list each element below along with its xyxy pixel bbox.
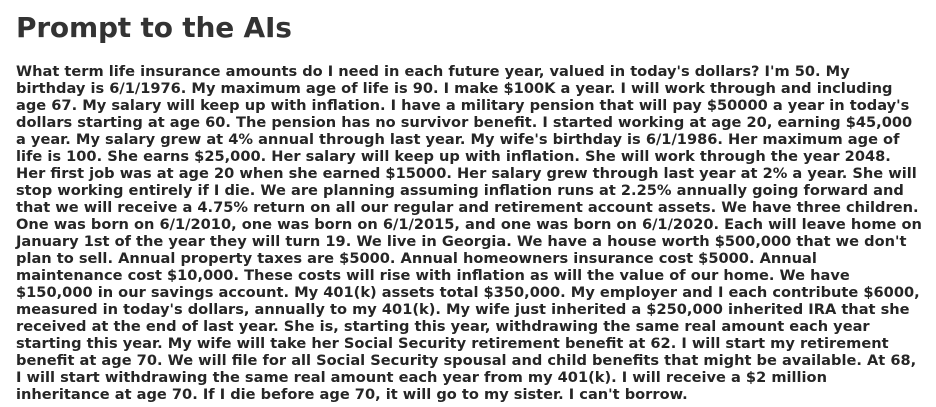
prompt-paragraph: What term life insurance amounts do I need in each future year, valued in today's dollars? I'm 50. My birthday is 6/1/1976. My maximum age of life is 90. I make $100K a year. I will work through and including age 67. My salary will keep up with inflation. I have a military pension that will pay $50000 a year in today's dollars starting at age 60. The pension has no survivor benefit. I started working at age 20, earning $45,000 a year. My salary grew at 4% annual through last year. My wife's birthday is 6/1/1986. Her maximum age of life is 100. She earns $25,000. Her salary will keep up with inflation. She will work through the year 2048. Her first job was at age 20 when she earned $15000. Her salary grew through last year at 2% a year. She will stop working entirely if I die. We are planning assuming inflation runs at 2.25% annually going forward and that we will receive a 4.75% return on all our regular and retirement account assets. We have three children. One was born on 6/1/2010, one was born on 6/1/2015, and one was born on 6/1/2020. Each will leave home on January 1st of the year they will turn 19. We live in Georgia. We have a house worth $500,000 that we don't plan to sell. Annual property taxes are $5000. Annual homeowners insurance cost $5000. Annual maintenance cost $10,000. These costs will rise with inflation as will the value of our home. We have $150,000 in our savings account. My 401(k) assets total $350,000. My employer and I each contribute $6000, measured in today's dollars, annually to my 401(k). My wife just inherited a $250,000 inherited IRA that she received at the end of last year. She is, starting this year, withdrawing the same real amount each year starting this year. My wife will take her Social Security retirement benefit at 62. I will start my retirement benefit at age 70. We will file for all Social Security spousal and child benefits that might be available. At 68, I will start withdrawing the same real amount each year from my 401(k). I will receive a $2 million inheritance at age 70. If I die before age 70, it will go to my sister. I can't borrow. (16, 63, 922, 403)
document-page (16, 10, 922, 403)
page-title: Prompt to the AIs (16, 11, 292, 44)
